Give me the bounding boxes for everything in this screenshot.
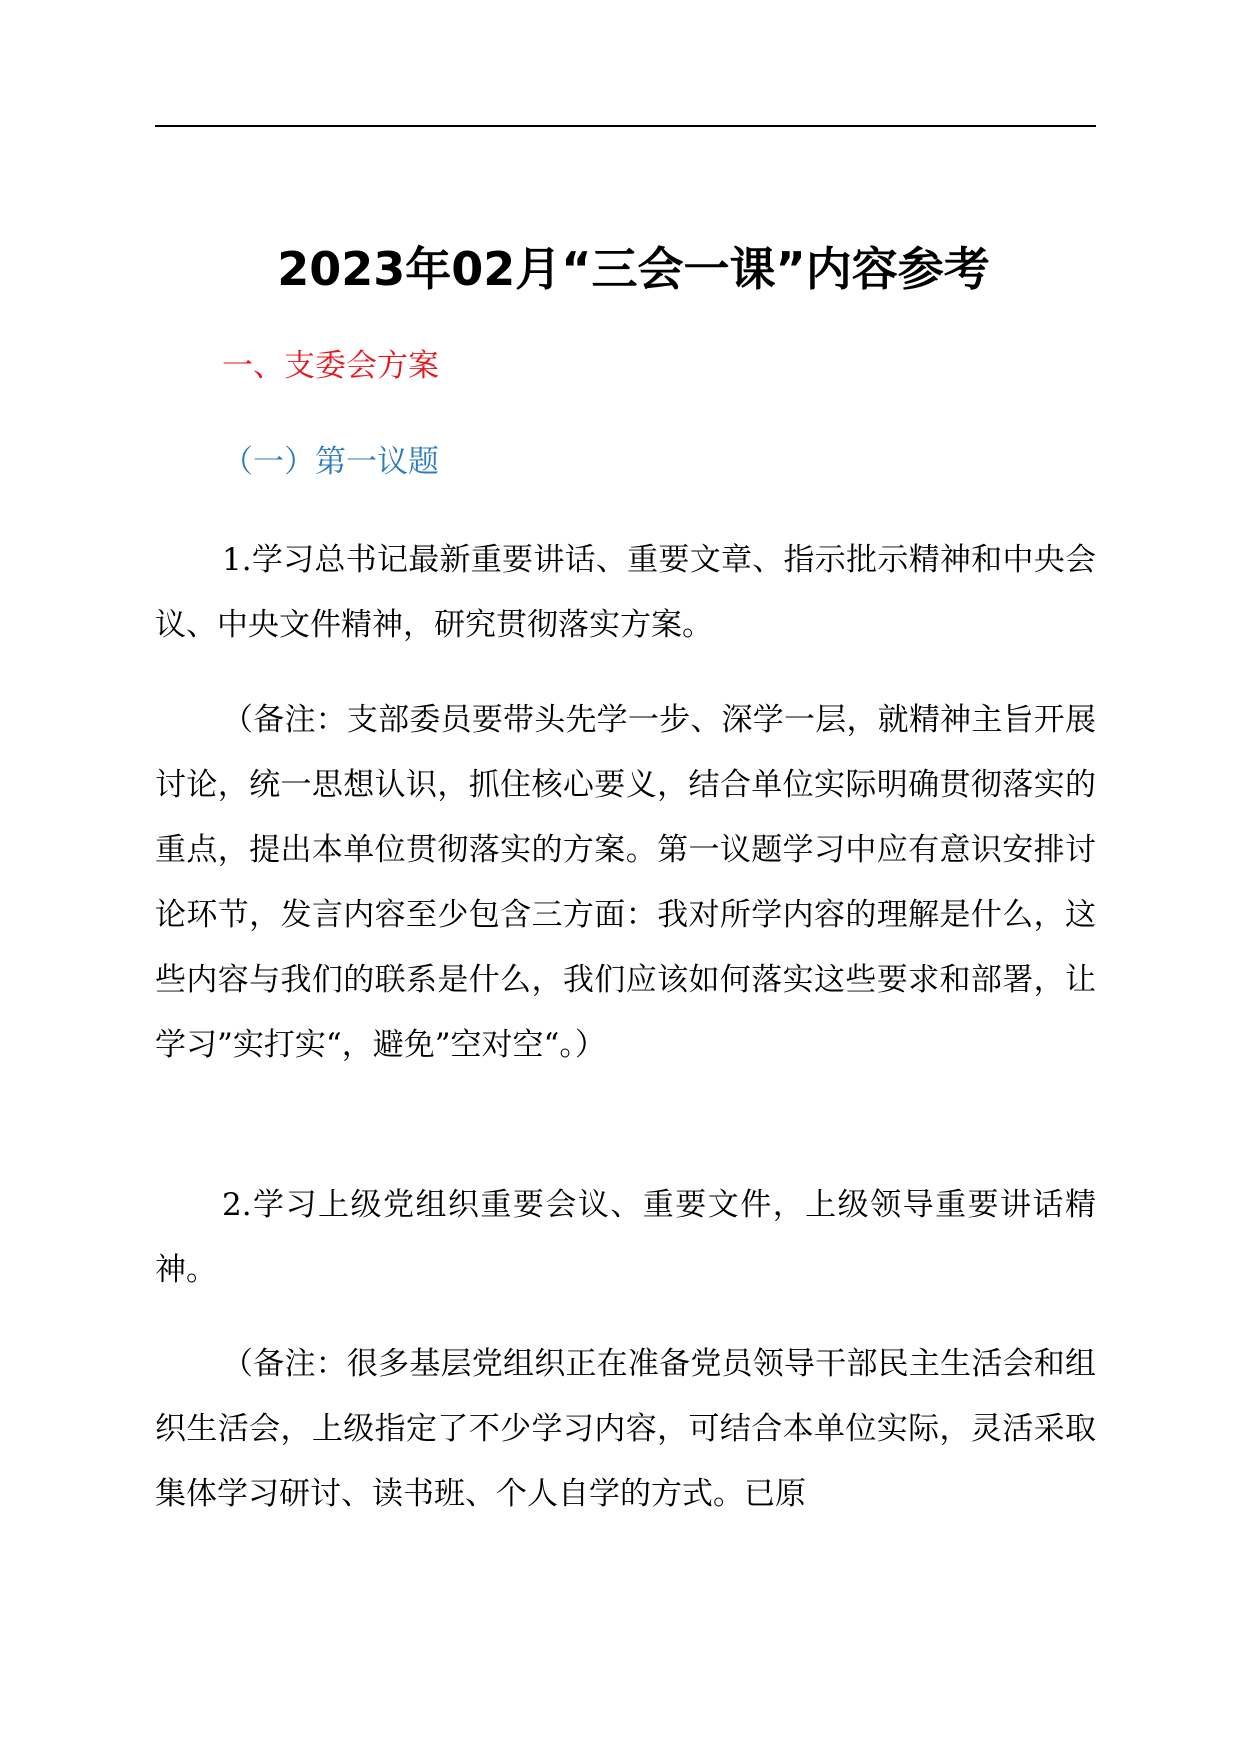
paragraph-note-2: （备注：很多基层党组织正在准备党员领导干部民主生活会和组织生活会，上级指定了不少学习内容，可结合本单位实际，灵活采取集体学习研讨、读书班、个人自学的方式。已原 [155,1346,1096,1512]
subsection-heading-1: （一）第一议题 [222,444,439,480]
paragraph-note-1: （备注：支部委员要带头先学一步、深学一层，就精神主旨开展讨论，统一思想认识，抓住核心要义，结合单位实际明确贯彻落实的重点，提出本单位贯彻落实的方案。第一议题学习中应有意识安排讨论环节，发言内容至少包含三方面：我对所学内容的理解是什么，这些内容与我们的联系是什么，我们应该如何落实这些要求和部署，让学习”实打实“，避免”空对空“。） [155,702,1096,1063]
paragraph-item-1: 1.学习总书记最新重要讲话、重要文章、指示批示精神和中央会议、中央文件精神，研究贯彻落实方案。 [155,542,1096,643]
section-heading-1: 一、支委会方案 [222,348,439,384]
header-rule [155,125,1096,127]
paragraph-item-2: 2.学习上级党组织重要会议、重要文件，上级领导重要讲话精神。 [155,1187,1096,1288]
document-title: 2023年02月“三会一课”内容参考 [277,242,990,296]
